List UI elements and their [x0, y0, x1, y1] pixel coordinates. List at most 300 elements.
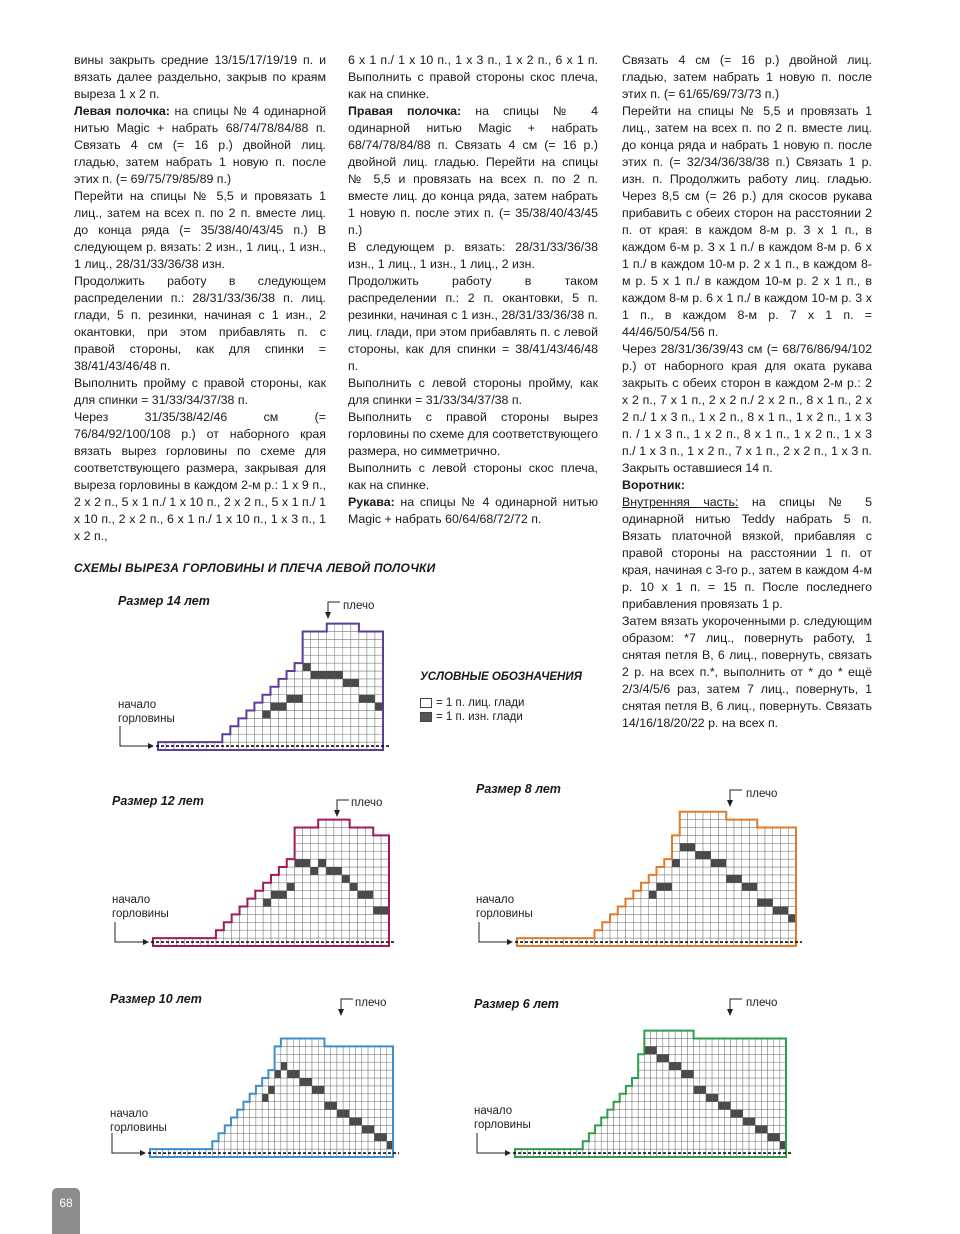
stitch-cell — [238, 726, 246, 734]
stitch-cell — [337, 1125, 343, 1133]
stitch-cell — [350, 922, 358, 930]
stitch-cell — [238, 718, 246, 726]
stitch-cell — [750, 875, 758, 883]
purl-stitch — [773, 907, 781, 915]
stitch-cell — [765, 883, 773, 891]
stitch-cell — [726, 867, 734, 875]
stitch-cell — [356, 1046, 362, 1054]
stitch-cell — [641, 899, 649, 907]
stitch-cell — [331, 1086, 337, 1094]
stitch-cell — [657, 1141, 663, 1149]
stitch-cell — [287, 891, 295, 899]
stitch-cell — [342, 835, 350, 843]
stitch-cell — [237, 1118, 243, 1126]
stitch-cell — [638, 1086, 644, 1094]
stitch-cell — [343, 1094, 349, 1102]
stitch-cell — [262, 1118, 268, 1126]
stitch-cell — [719, 812, 727, 820]
stitch-cell — [711, 851, 719, 859]
stitch-cell — [311, 726, 319, 734]
stitch-cell — [295, 851, 303, 859]
stitch-cell — [335, 687, 343, 695]
stitch-cell — [788, 835, 796, 843]
stitch-cell — [724, 1062, 730, 1070]
stitch-cell — [293, 1046, 299, 1054]
stitch-cell — [256, 1118, 262, 1126]
stitch-cell — [675, 1094, 681, 1102]
stitch-cell — [663, 1039, 669, 1047]
purl-stitch — [742, 883, 750, 891]
stitch-cell — [750, 835, 758, 843]
stitch-cell — [757, 835, 765, 843]
stitch-cell — [365, 907, 373, 915]
stitch-cell — [749, 1133, 755, 1141]
stitch-cell — [331, 1094, 337, 1102]
stitch-cell — [335, 726, 343, 734]
stitch-cell — [281, 1133, 287, 1141]
stitch-cell — [287, 671, 295, 679]
stitch-cell — [350, 907, 358, 915]
stitch-cell — [757, 867, 765, 875]
stitch-cell — [688, 883, 696, 891]
stitch-cell — [312, 1133, 318, 1141]
stitch-cell — [718, 1086, 724, 1094]
stitch-cell — [711, 930, 719, 938]
stitch-cell — [614, 1110, 620, 1118]
stitch-cell — [669, 1086, 675, 1094]
stitch-cell — [334, 930, 342, 938]
stitch-cell — [303, 726, 311, 734]
stitch-cell — [680, 922, 688, 930]
stitch-cell — [374, 1094, 380, 1102]
stitch-cell — [319, 726, 327, 734]
stitch-cell — [374, 1141, 380, 1149]
stitch-cell — [700, 1118, 706, 1126]
stitch-cell — [318, 820, 326, 828]
stitch-cell — [279, 679, 287, 687]
stitch-cell — [225, 1133, 231, 1141]
stitch-cell — [306, 1125, 312, 1133]
stitch-cell — [712, 1078, 718, 1086]
purl-stitch — [724, 1102, 730, 1110]
stitch-cell — [231, 1125, 237, 1133]
purl-stitch — [757, 899, 765, 907]
stitch-cell — [700, 1062, 706, 1070]
stitch-cell — [358, 899, 366, 907]
stitch-cell — [306, 1046, 312, 1054]
stitch-cell — [254, 726, 262, 734]
stitch-cell — [737, 1141, 743, 1149]
stitch-cell — [293, 1110, 299, 1118]
stitch-cell — [268, 1102, 274, 1110]
stitch-cell — [342, 899, 350, 907]
stitch-cell — [672, 914, 680, 922]
stitch-cell — [688, 899, 696, 907]
stitch-cell — [318, 1125, 324, 1133]
stitch-cell — [765, 907, 773, 915]
stitch-cell — [618, 907, 626, 915]
stitch-cell — [755, 1054, 761, 1062]
purl-stitch — [374, 1133, 380, 1141]
stitch-cell — [334, 922, 342, 930]
stitch-cell — [663, 1110, 669, 1118]
stitch-cell — [327, 632, 335, 640]
stitch-cell — [326, 875, 334, 883]
stitch-cell — [620, 1102, 626, 1110]
stitch-cell — [300, 1086, 306, 1094]
stitch-cell — [680, 820, 688, 828]
stitch-cell — [375, 639, 383, 647]
stitch-cell — [724, 1078, 730, 1086]
purl-stitch — [324, 1102, 330, 1110]
stitch-cell — [607, 1118, 613, 1126]
stitch-cell — [331, 1062, 337, 1070]
stitch-cell — [681, 1110, 687, 1118]
stitch-cell — [358, 867, 366, 875]
stitch-cell — [719, 922, 727, 930]
stitch-cell — [295, 899, 303, 907]
stitch-cell — [641, 883, 649, 891]
stitch-cell — [706, 1070, 712, 1078]
stitch-cell — [331, 1078, 337, 1086]
stitch-cell — [687, 1125, 693, 1133]
stitch-cell — [381, 835, 389, 843]
stitch-cell — [664, 899, 672, 907]
stitch-cell — [788, 930, 796, 938]
stitch-cell — [311, 718, 319, 726]
stitch-cell — [368, 1078, 374, 1086]
stitch-cell — [719, 820, 727, 828]
stitch-cell — [703, 899, 711, 907]
stitch-cell — [726, 859, 734, 867]
stitch-cell — [718, 1110, 724, 1118]
stitch-cell — [595, 930, 603, 938]
stitch-cell — [687, 1039, 693, 1047]
stitch-cell — [737, 1102, 743, 1110]
stitch-cell — [620, 1118, 626, 1126]
stitch-cell — [703, 914, 711, 922]
stitch-cell — [356, 1078, 362, 1086]
stitch-cell — [649, 914, 657, 922]
stitch-cell — [781, 835, 789, 843]
stitch-cell — [343, 632, 351, 640]
stitch-cell — [672, 875, 680, 883]
stitch-cell — [680, 828, 688, 836]
stitch-cell — [293, 1062, 299, 1070]
stitch-cell — [788, 843, 796, 851]
stitch-cell — [311, 647, 319, 655]
stitch-cell — [358, 883, 366, 891]
stitch-cell — [773, 899, 781, 907]
stitch-cell — [726, 835, 734, 843]
stitch-cell — [356, 1086, 362, 1094]
stitch-cell — [312, 1110, 318, 1118]
purl-stitch — [680, 843, 688, 851]
stitch-cell — [688, 828, 696, 836]
stitch-cell — [381, 867, 389, 875]
stitch-cell — [626, 899, 634, 907]
stitch-cell — [657, 1110, 663, 1118]
stitch-cell — [712, 1125, 718, 1133]
stitch-cell — [281, 1125, 287, 1133]
stitch-cell — [711, 820, 719, 828]
start-arrow — [120, 726, 152, 746]
stitch-cell — [731, 1125, 737, 1133]
stitch-cell — [275, 1125, 281, 1133]
stitch-cell — [694, 1062, 700, 1070]
stitch-cell — [365, 828, 373, 836]
paragraph: Рукава: на спицы № 4 одинарной нитью Magic + набрать 60/64/68/72/72 п. — [348, 495, 598, 526]
stitch-cell — [375, 734, 383, 742]
stitch-cell — [306, 1039, 312, 1047]
stitch-cell — [311, 679, 319, 687]
stitch-cell — [310, 907, 318, 915]
stitch-cell — [279, 914, 287, 922]
stitch-cell — [774, 1125, 780, 1133]
stitch-cell — [755, 1070, 761, 1078]
stitch-cell — [626, 1125, 632, 1133]
stitch-cell — [749, 1039, 755, 1047]
stitch-cell — [657, 891, 665, 899]
stitch-cell — [765, 859, 773, 867]
stitch-cell — [703, 812, 711, 820]
purl-stitch — [706, 1094, 712, 1102]
stitch-cell — [687, 1141, 693, 1149]
purl-stitch — [672, 859, 680, 867]
stitch-cell — [343, 639, 351, 647]
stitch-cell — [768, 1094, 774, 1102]
stitch-cell — [343, 1141, 349, 1149]
stitch-cell — [700, 1102, 706, 1110]
stitch-cell — [694, 1094, 700, 1102]
stitch-cell — [755, 1118, 761, 1126]
stitch-cell — [737, 1070, 743, 1078]
stitch-cell — [335, 663, 343, 671]
stitch-cell — [695, 899, 703, 907]
stitch-cell — [706, 1133, 712, 1141]
stitch-cell — [300, 1094, 306, 1102]
stitch-cell — [381, 843, 389, 851]
stitch-cell — [719, 930, 727, 938]
stitch-cell — [719, 828, 727, 836]
heading-right-front: Правая полочка: — [348, 104, 462, 118]
stitch-cell — [657, 1070, 663, 1078]
stitch-cell — [675, 1086, 681, 1094]
stitch-cell — [302, 883, 310, 891]
stitch-cell — [359, 734, 367, 742]
purl-stitch — [719, 859, 727, 867]
stitch-cell — [262, 703, 270, 711]
stitch-cell — [703, 828, 711, 836]
shoulder-label-14: плечо — [343, 600, 375, 612]
stitch-cell — [311, 655, 319, 663]
stitch-cell — [633, 899, 641, 907]
stitch-cell — [694, 1046, 700, 1054]
stitch-cell — [343, 663, 351, 671]
stitch-cell — [734, 914, 742, 922]
stitch-cell — [243, 1133, 249, 1141]
stitch-cell — [664, 922, 672, 930]
stitch-cell — [788, 867, 796, 875]
stitch-cell — [293, 1078, 299, 1086]
stitch-cell — [279, 899, 287, 907]
stitch-cell — [651, 1133, 657, 1141]
grid-chart-1 — [115, 800, 395, 946]
stitch-cell — [359, 632, 367, 640]
neckline-start-label-12: начало горловины — [112, 894, 169, 920]
stitch-cell — [358, 828, 366, 836]
stitch-cell — [373, 859, 381, 867]
stitch-cell — [607, 1133, 613, 1141]
stitch-cell — [311, 663, 319, 671]
purl-stitch — [365, 891, 373, 899]
stitch-cell — [649, 875, 657, 883]
stitch-cell — [319, 632, 327, 640]
start-arrow-head — [140, 1150, 146, 1156]
stitch-cell — [311, 711, 319, 719]
stitch-cell — [688, 859, 696, 867]
stitch-cell — [724, 1110, 730, 1118]
stitch-cell — [614, 1118, 620, 1126]
stitch-cell — [626, 1133, 632, 1141]
stitch-cell — [742, 899, 750, 907]
stitch-cell — [750, 930, 758, 938]
stitch-cell — [651, 1102, 657, 1110]
stitch-cell — [657, 1078, 663, 1086]
heading-left-front: Левая полочка: — [74, 104, 170, 118]
stitch-cell — [757, 883, 765, 891]
stitch-cell — [351, 695, 359, 703]
stitch-cell — [287, 703, 295, 711]
stitch-cell — [343, 703, 351, 711]
stitch-cell — [295, 711, 303, 719]
stitch-cell — [281, 1078, 287, 1086]
stitch-cell — [319, 639, 327, 647]
stitch-cell — [731, 1102, 737, 1110]
stitch-cell — [706, 1078, 712, 1086]
purl-stitch — [694, 1086, 700, 1094]
stitch-cell — [310, 891, 318, 899]
stitch-cell — [262, 1102, 268, 1110]
stitch-cell — [351, 734, 359, 742]
stitch-cell — [663, 1094, 669, 1102]
stitch-cell — [644, 1062, 650, 1070]
stitch-cell — [295, 687, 303, 695]
stitch-cell — [359, 726, 367, 734]
stitch-cell — [279, 930, 287, 938]
stitch-cell — [358, 875, 366, 883]
stitch-cell — [731, 1078, 737, 1086]
stitch-cell — [295, 843, 303, 851]
stitch-cell — [262, 726, 270, 734]
stitch-cell — [281, 1094, 287, 1102]
stitch-cell — [750, 922, 758, 930]
stitch-cell — [680, 812, 688, 820]
stitch-cell — [231, 1133, 237, 1141]
stitch-cell — [375, 726, 383, 734]
stitch-cell — [737, 1086, 743, 1094]
stitch-cell — [319, 703, 327, 711]
purl-stitch — [271, 703, 279, 711]
stitch-cell — [318, 1062, 324, 1070]
shoulder-label-8: плечо — [746, 788, 778, 800]
stitch-cell — [306, 1062, 312, 1070]
stitch-cell — [287, 930, 295, 938]
stitch-cell — [271, 883, 279, 891]
start-arrow-head — [505, 1150, 511, 1156]
stitch-cell — [706, 1141, 712, 1149]
stitch-cell — [293, 1086, 299, 1094]
stitch-cell — [312, 1141, 318, 1149]
stitch-cell — [695, 891, 703, 899]
stitch-cell — [675, 1125, 681, 1133]
stitch-cell — [324, 1118, 330, 1126]
stitch-cell — [724, 1094, 730, 1102]
stitch-cell — [688, 867, 696, 875]
stitch-cell — [247, 899, 255, 907]
stitch-cell — [601, 1133, 607, 1141]
stitch-cell — [681, 1102, 687, 1110]
stitch-cell — [669, 1078, 675, 1086]
stitch-cell — [734, 859, 742, 867]
purl-stitch — [287, 883, 295, 891]
stitch-cell — [700, 1046, 706, 1054]
stitch-cell — [687, 1054, 693, 1062]
stitch-cell — [734, 851, 742, 859]
stitch-cell — [262, 734, 270, 742]
stitch-cell — [755, 1094, 761, 1102]
stitch-cell — [324, 1094, 330, 1102]
stitch-cell — [743, 1141, 749, 1149]
stitch-cell — [681, 1094, 687, 1102]
stitch-cell — [381, 1046, 387, 1054]
purl-stitch — [268, 1086, 274, 1094]
stitch-cell — [351, 726, 359, 734]
stitch-cell — [343, 647, 351, 655]
stitch-cell — [368, 1141, 374, 1149]
stitch-cell — [773, 859, 781, 867]
stitch-cell — [300, 1118, 306, 1126]
stitch-cell — [275, 1118, 281, 1126]
stitch-cell — [351, 624, 359, 632]
stitch-cell — [734, 843, 742, 851]
stitch-cell — [651, 1094, 657, 1102]
stitch-cell — [695, 820, 703, 828]
stitch-cell — [271, 711, 279, 719]
stitch-cell — [669, 1054, 675, 1062]
stitch-cell — [365, 859, 373, 867]
stitch-cell — [381, 883, 389, 891]
stitch-cell — [781, 883, 789, 891]
stitch-cell — [350, 828, 358, 836]
purl-stitch — [761, 1125, 767, 1133]
stitch-cell — [657, 1102, 663, 1110]
paragraph: 6 х 1 п./ 1 х 10 п., 1 х 3 п., 1 х 2 п., 6 х 1 п. Выполнить с правой стороны скос плеча, как на спинке. — [348, 53, 598, 101]
stitch-cell — [734, 922, 742, 930]
stitch-cell — [632, 1118, 638, 1126]
purl-stitch — [734, 875, 742, 883]
stitch-cell — [651, 1125, 657, 1133]
stitch-cell — [374, 1110, 380, 1118]
stitch-cell — [337, 1078, 343, 1086]
stitch-cell — [749, 1054, 755, 1062]
stitch-cell — [326, 883, 334, 891]
purl-stitch — [712, 1094, 718, 1102]
stitch-cell — [742, 875, 750, 883]
stitch-cell — [327, 624, 335, 632]
purl-stitch — [312, 1086, 318, 1094]
stitch-cell — [374, 1125, 380, 1133]
